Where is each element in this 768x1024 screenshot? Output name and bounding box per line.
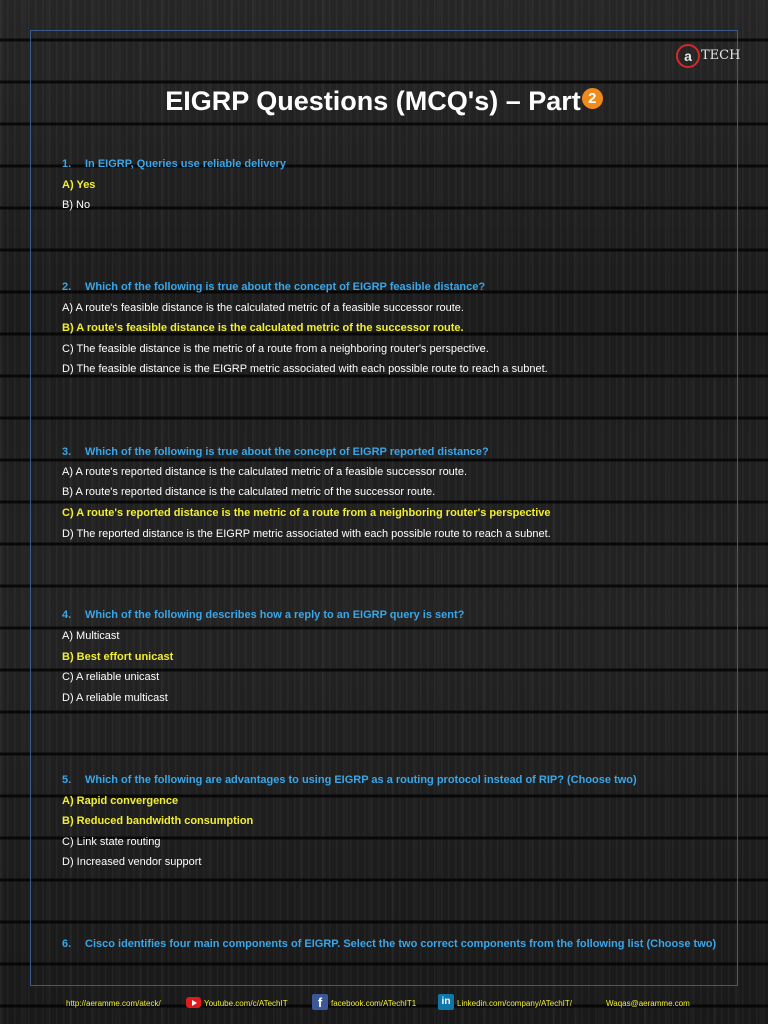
- option: B) No: [62, 199, 91, 211]
- option: C) A reliable unicast: [62, 671, 160, 683]
- question-6: [62, 938, 716, 950]
- question-number: 6.: [62, 938, 72, 950]
- question-number: 2.: [62, 281, 72, 293]
- option: A) Multicast: [62, 630, 120, 642]
- question-text: In EIGRP, Queries use reliable delivery: [85, 158, 286, 170]
- youtube-link[interactable]: Youtube.com/c/ATechIT: [204, 999, 288, 1008]
- question-number: 3.: [62, 446, 72, 458]
- question-number: 4.: [62, 609, 72, 621]
- option: D) The feasible distance is the EIGRP metric associated with each possible route to reach a subnet.: [62, 363, 548, 375]
- youtube-icon: [186, 997, 201, 1008]
- linkedin-link[interactable]: Linkedin.com/company/ATechIT/: [457, 999, 573, 1008]
- option: D) Increased vendor support: [62, 856, 202, 868]
- answer-option: B) Reduced bandwidth consumption: [62, 815, 254, 827]
- question-4: [62, 609, 464, 621]
- linkedin-icon: in: [438, 994, 454, 1010]
- question-1: [62, 158, 286, 170]
- option: C) Link state routing: [62, 836, 161, 848]
- website-link[interactable]: http://aeramme.com/ateck/: [66, 999, 161, 1008]
- option: D) A reliable multicast: [62, 692, 168, 704]
- question-text: Which of the following describes how a reply to an EIGRP query is sent?: [85, 609, 465, 621]
- answer-option: B) Best effort unicast: [62, 651, 174, 663]
- question-text: Which of the following is true about the concept of EIGRP reported distance?: [85, 446, 489, 458]
- part-number-badge: 2: [582, 88, 603, 109]
- question-text: Which of the following is true about the concept of EIGRP feasible distance?: [85, 281, 486, 293]
- title-text: EIGRP Questions (MCQ's) – Part: [165, 86, 581, 116]
- email-link[interactable]: Waqas@aeramme.com: [606, 999, 690, 1008]
- option: A) A route's reported distance is the calculated metric of a feasible successor route.: [62, 466, 468, 478]
- option: B) A route's reported distance is the calculated metric of the successor route.: [62, 486, 436, 498]
- answer-option: B) A route's feasible distance is the calculated metric of the successor route.: [62, 322, 464, 334]
- logo-a-icon: a: [676, 44, 700, 68]
- option: C) The feasible distance is the metric of a route from a neighboring router's perspective.: [62, 343, 489, 355]
- footer: [0, 995, 768, 1015]
- question-2: [62, 281, 485, 293]
- logo-text: TECH: [701, 48, 741, 63]
- question-3: [62, 446, 489, 458]
- question-number: 1.: [62, 158, 72, 170]
- facebook-link[interactable]: facebook.com/ATechIT1: [331, 999, 417, 1008]
- option: D) The reported distance is the EIGRP metric associated with each possible route to reach a subnet.: [62, 528, 551, 540]
- page-title: [0, 86, 768, 117]
- question-text: Cisco identifies four main components of EIGRP. Select the two correct components from the following list (Choose two): [85, 938, 717, 950]
- option: A) A route's feasible distance is the calculated metric of a feasible successor route.: [62, 302, 464, 314]
- answer-option: C) A route's reported distance is the metric of a route from a neighboring router's perspective: [62, 507, 551, 519]
- answer-option: A) Yes: [62, 179, 96, 191]
- question-text: Which of the following are advantages to using EIGRP as a routing protocol instead of RIP? (Choose two): [85, 774, 637, 786]
- facebook-icon: f: [312, 994, 328, 1010]
- question-5: [62, 774, 637, 786]
- answer-option: A) Rapid convergence: [62, 795, 179, 807]
- question-number: 5.: [62, 774, 72, 786]
- atech-logo: [676, 42, 741, 72]
